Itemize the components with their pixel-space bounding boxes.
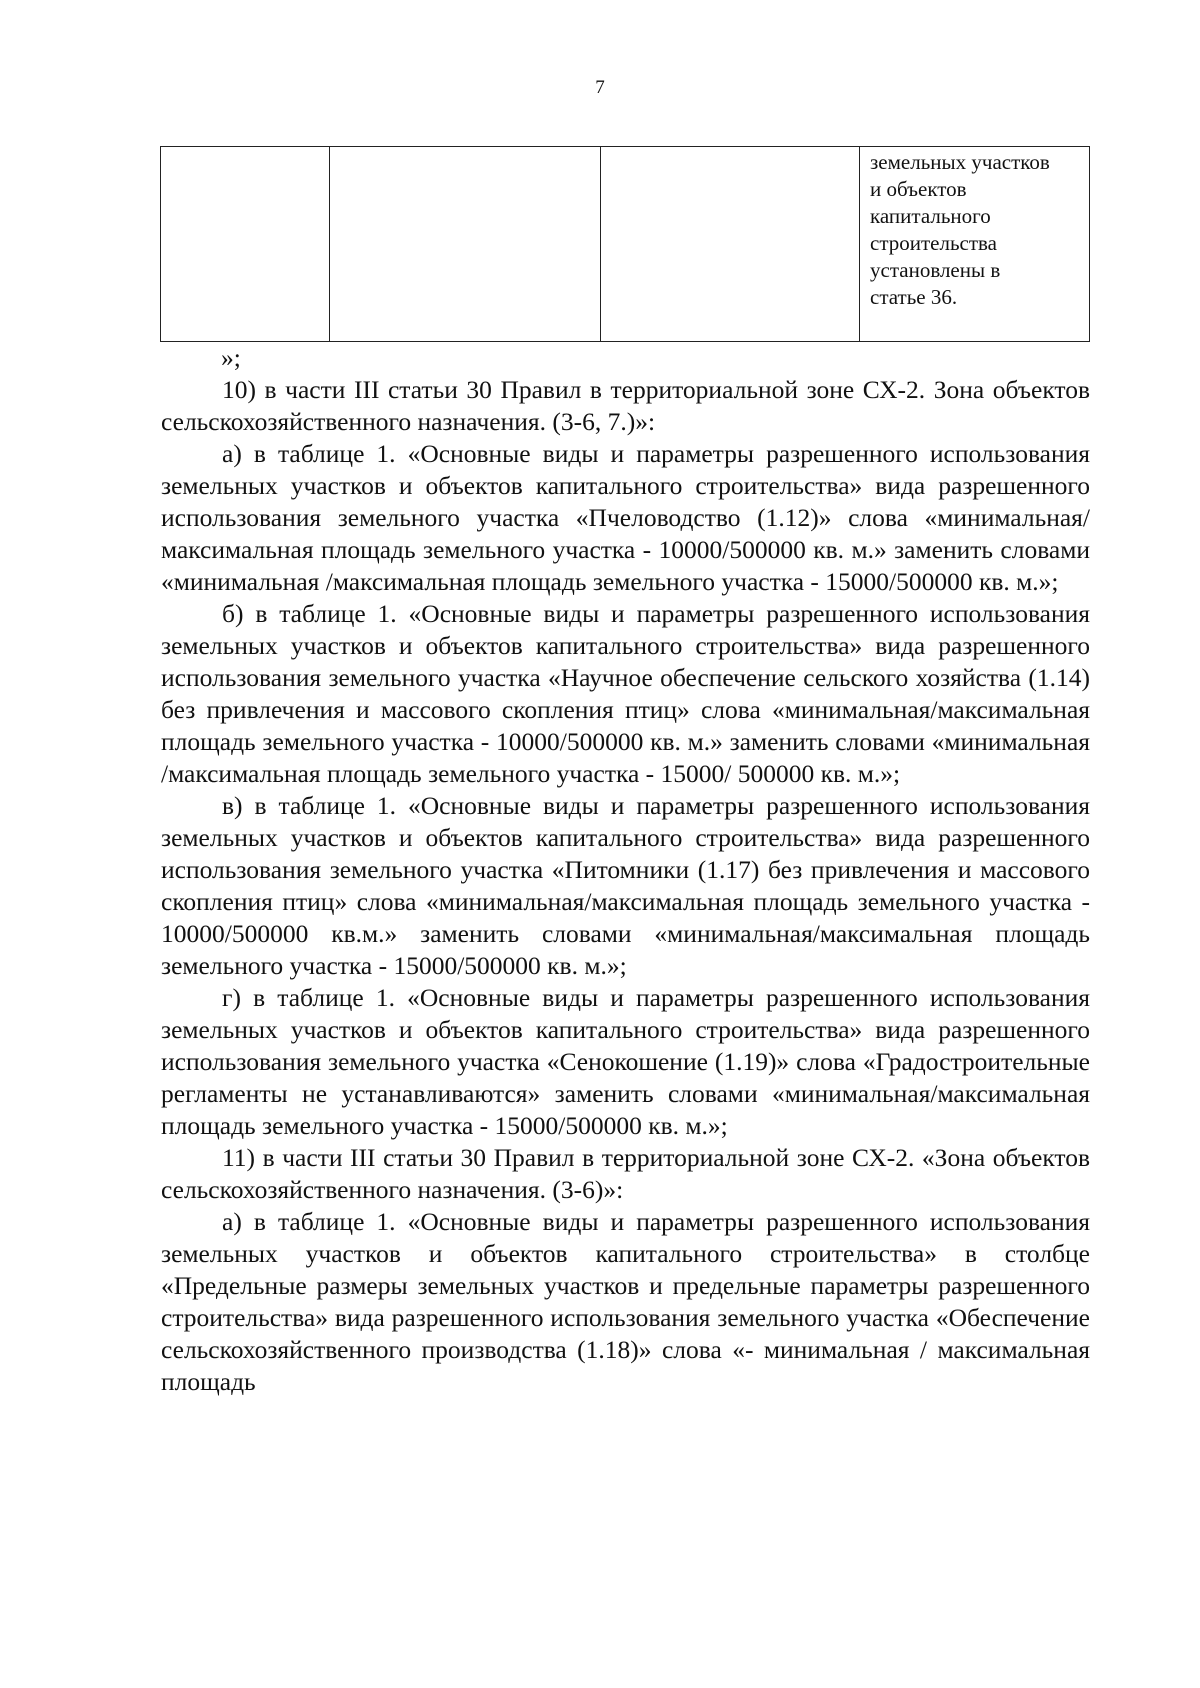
table-row [161, 147, 1090, 342]
cell-line: статье 36. [870, 285, 958, 309]
paragraph-item-10: 10) в части III статьи 30 Правил в территориальной зоне СХ-2. Зона объектов сельскохозяйственного назначения. (3-6, 7.)»: [161, 375, 1090, 436]
paragraph-subitem-a: а) в таблице 1. «Основные виды и параметры разрешенного использования земельных участков и объектов капитального строительства» вида разрешенного использования земельного участка «Пчеловодство (1.12)» слова «минимальная/максимальная площадь земельного участка - 10000/500000 кв. м.» заменить словами «минимальная /максимальная площадь земельного участка - 15000/500000 кв. м.»; [161, 439, 1090, 596]
cell-line: и объектов [870, 177, 967, 201]
paragraph-subitem-a-2: а) в таблице 1. «Основные виды и параметры разрешенного использования земельных участков и объектов капитального строительства» в столбце «Предельные размеры земельных участков и предельные параметры разрешенного строительства» вида разрешенного использования земельного участка «Обеспечение сельскохозяйственного производства (1.18)» слова «- минимальная / максимальная площадь [161, 1207, 1090, 1396]
paragraph-subitem-g: г) в таблице 1. «Основные виды и параметры разрешенного использования земельных участков и объектов капитального строительства» вида разрешенного использования земельного участка «Сенокошение (1.19)» слова «Градостроительные регламенты не устанавливаются» заменить словами «минимальная/максимальная площадь земельного участка - 15000/500000 кв. м.»; [161, 983, 1090, 1140]
table-cell-empty-3 [601, 147, 860, 342]
page-number: 7 [595, 77, 605, 98]
document-body [161, 342, 1090, 1398]
cell-line: земельных участков [870, 150, 1050, 174]
paragraph-subitem-v: в) в таблице 1. «Основные виды и параметры разрешенного использования земельных участков и объектов капитального строительства» вида разрешенного использования земельного участка «Питомники (1.17) без привлечения и массового скопления птиц» слова «минимальная/максимальная площадь земельного участка - 10000/500000 кв.м.» заменить словами «минимальная/максимальная площадь земельного участка - 15000/500000 кв. м.»; [161, 791, 1090, 980]
cell-line: строительства [870, 231, 998, 255]
paragraph-subitem-b: б) в таблице 1. «Основные виды и параметры разрешенного использования земельных участков и объектов капитального строительства» вида разрешенного использования земельного участка «Научное обеспечение сельского хозяйства (1.14) без привлечения и массового скопления птиц» слова «минимальная/максимальная площадь земельного участка - 10000/500000 кв. м.» заменить словами «минимальная /максимальная площадь земельного участка - 15000/ 500000 кв. м.»; [161, 599, 1090, 788]
table-cell-empty-1 [161, 147, 330, 342]
table-cell-text [860, 147, 1090, 342]
table-fragment [160, 146, 1090, 342]
table-cell-empty-2 [330, 147, 601, 342]
cell-line: установлены в [870, 258, 1001, 282]
closing-quote: »; [221, 343, 241, 372]
paragraph-item-11: 11) в части III статьи 30 Правил в территориальной зоне СХ-2. «Зона объектов сельскохозяйственного назначения. (3-6)»: [161, 1143, 1090, 1204]
cell-line: капитального [870, 204, 991, 228]
